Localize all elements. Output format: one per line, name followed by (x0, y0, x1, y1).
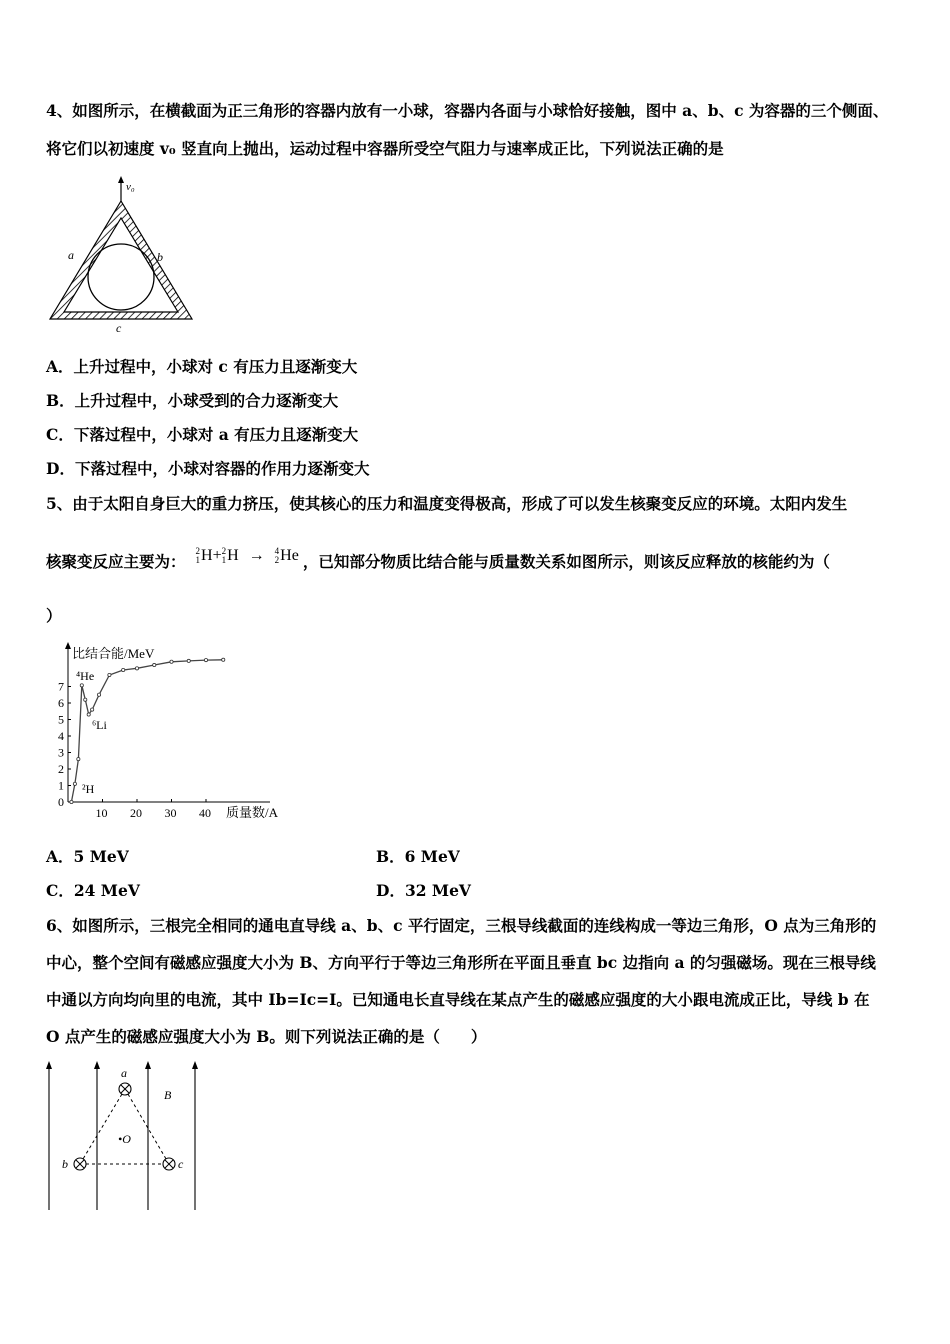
y-axis-label: 比结合能/MeV (72, 646, 155, 661)
y-tick-label: 5 (58, 712, 64, 727)
label-wire-b: b (62, 1157, 68, 1171)
wire-b-icon (74, 1158, 86, 1170)
y-tick-label: 7 (58, 679, 64, 694)
annotation-h2: ²H (82, 782, 95, 796)
q5-stem-line-3: ） (46, 606, 62, 625)
data-point (153, 663, 156, 666)
y-tick-label: 3 (58, 745, 64, 760)
x-tick-label: 40 (199, 806, 211, 820)
q5-option-d[interactable]: D．32 MeV (376, 881, 471, 900)
q6-stem-line-4: O 点产生的磁感应强度大小为 B。则下列说法正确的是（ ） (46, 1027, 487, 1046)
data-point (80, 684, 83, 687)
reaction-arrow: → (248, 547, 265, 564)
q5-option-c[interactable]: C．24 MeV (46, 881, 140, 900)
data-point (135, 667, 138, 670)
q5-option-b[interactable]: B．6 MeV (376, 847, 460, 866)
q5-stem-line-2 (46, 546, 830, 572)
q4-stem-line-1: 4、如图所示，在横截面为正三角形的容器内放有一小球，容器内各面与小球恰好接触，图中 a、b、c 为容器的三个侧面、 (46, 101, 889, 120)
y-tick-label: 4 (58, 729, 64, 743)
h-symbol-2: H (227, 547, 239, 564)
data-point (87, 713, 90, 716)
label-field-b: B (164, 1088, 172, 1102)
data-point (108, 673, 111, 676)
label-center-o: •O (118, 1132, 131, 1146)
wire-c-icon (163, 1158, 175, 1170)
annotation-he4: ⁴He (76, 669, 95, 683)
label-wire-a: a (121, 1066, 127, 1080)
triangle-dashed (80, 1089, 169, 1164)
y-tick-label: 2 (58, 762, 64, 776)
h-charge-1: 1 (195, 555, 201, 566)
label-c: c (116, 321, 122, 335)
q6-wire-figure (40, 1060, 210, 1212)
data-point (187, 659, 190, 662)
q5-line2-suffix: ，已知部分物质比结合能与质量数关系如图所示，则该反应释放的核能约为（ (302, 552, 830, 571)
v0-arrowhead (118, 176, 124, 183)
data-point (91, 708, 94, 711)
x-tick-label: 10 (95, 806, 108, 820)
annotation-li6: ⁶Li (92, 718, 107, 732)
h-mass-2: 2 (221, 546, 227, 557)
binding-energy-chart (44, 636, 294, 826)
he-charge: 2 (274, 555, 280, 566)
q4-option-d[interactable]: D．下落过程中，小球对容器的作用力逐渐变大 (46, 459, 370, 478)
h-mass-1: 2 (195, 546, 201, 557)
label-b: b (157, 250, 163, 264)
q5-line2-prefix: 核聚变反应主要为： (46, 552, 186, 571)
x-axis-label: 质量数/A (226, 805, 279, 820)
data-point (70, 800, 73, 803)
q6-stem-line-3: 中通以方向均向里的电流，其中 Ib=Ic=I。已知通电长直导线在某点产生的磁感应强度的大小跟电流成正比，导线 b 在 (46, 990, 870, 1009)
he-symbol: He (280, 547, 299, 564)
q5-stem-line-1: 5、由于太阳自身巨大的重力挤压，使其核心的压力和温度变得极高，形成了可以发生核聚变反应的环境。太阳内发生 (46, 494, 848, 513)
data-point (84, 698, 87, 701)
q4-stem-line-2: 将它们以初速度 v₀ 竖直向上抛出，运动过程中容器所受空气阻力与速率成正比，下列说法正确的是 (46, 139, 724, 158)
plus-sign: + (212, 547, 222, 564)
data-point (170, 660, 173, 663)
data-point (204, 659, 207, 662)
y-tick-label: 1 (58, 778, 64, 793)
q6-stem-line-2: 中心，整个空间有磁感应强度大小为 B、方向平行于等边三角形所在平面且垂直 bc 边指向 a 的匀强磁场。现在三根导线 (46, 953, 876, 972)
q4-option-a[interactable]: A．上升过程中，小球对 c 有压力且逐渐变大 (46, 357, 358, 376)
h-symbol-1: H (201, 547, 213, 564)
data-point (97, 693, 100, 696)
y-tick-label: 0 (58, 795, 64, 809)
q5-option-a[interactable]: A．5 MeV (46, 847, 129, 866)
data-point (77, 758, 80, 761)
y-tick-label: 6 (58, 696, 64, 710)
q6-stem-line-1: 6、如图所示，三根完全相同的通电直导线 a、b、c 平行固定，三根导线截面的连线构成一等边三角形，O 点为三角形的 (46, 916, 877, 935)
h-charge-2: 1 (221, 555, 227, 566)
label-wire-c: c (178, 1157, 184, 1171)
x-tick-label: 30 (164, 806, 177, 820)
label-a: a (68, 248, 74, 262)
x-tick-label: 20 (130, 806, 142, 820)
q4-option-c[interactable]: C．下落过程中，小球对 a 有压力且逐渐变大 (46, 425, 359, 444)
q4-option-b[interactable]: B．上升过程中，小球受到的合力逐渐变大 (46, 391, 339, 410)
label-v0: v₀ (126, 181, 135, 193)
ball (88, 244, 154, 310)
data-point (73, 782, 76, 785)
q4-triangle-figure (44, 176, 214, 336)
data-point (222, 658, 225, 661)
he-mass: 4 (274, 546, 280, 557)
wire-a-icon (119, 1083, 131, 1095)
fusion-equation (196, 546, 299, 566)
data-point (122, 668, 125, 671)
y-axis-arrowhead (65, 642, 71, 649)
